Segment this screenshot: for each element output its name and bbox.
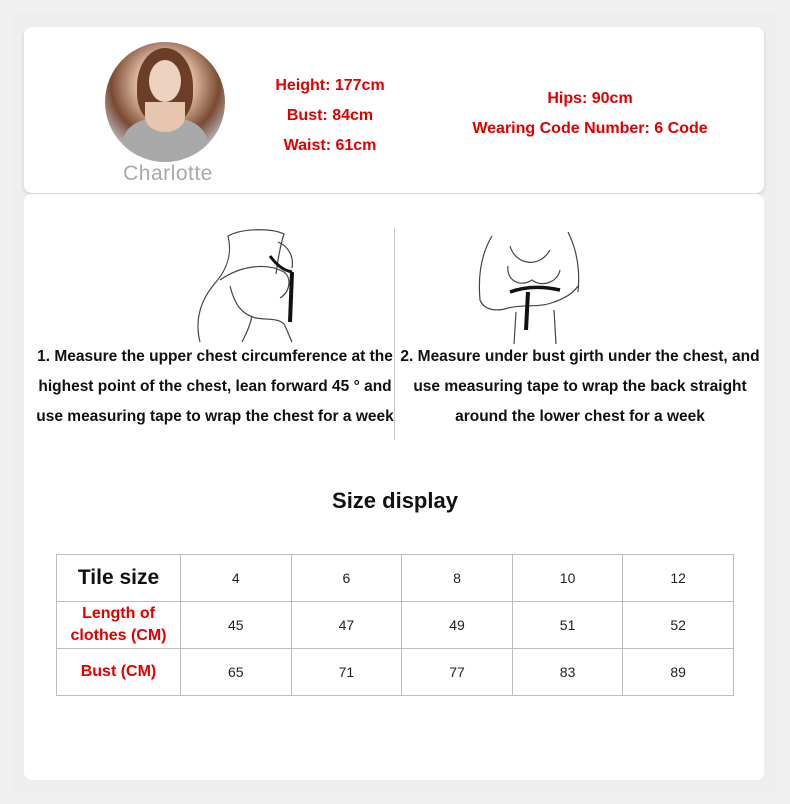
- size-table: [56, 554, 734, 696]
- under-bust-measure-illustration: [470, 226, 590, 346]
- size-cell: 8: [402, 555, 513, 602]
- row-label-length: Length of clothes (CM): [57, 602, 181, 649]
- model-wearing-code: Wearing Code Number: 6 Code: [472, 120, 708, 137]
- table-cell: 49: [402, 602, 513, 649]
- size-cell: 10: [512, 555, 623, 602]
- table-cell: 65: [181, 649, 292, 696]
- model-hips: Hips: 90cm: [547, 90, 633, 107]
- model-height: Height: 177cm: [275, 77, 385, 94]
- table-cell: 52: [623, 602, 734, 649]
- table-cell: 47: [291, 602, 402, 649]
- model-name: Charlotte: [123, 162, 213, 185]
- measure-step-2: 2. Measure under bust girth under the chest, and use measuring tape to wrap the back straight around the lower chest for a week: [400, 348, 760, 425]
- model-bust: Bust: 84cm: [286, 107, 374, 124]
- size-cell: 6: [291, 555, 402, 602]
- table-cell: 45: [181, 602, 292, 649]
- table-cell: 89: [623, 649, 734, 696]
- table-row: [57, 602, 734, 649]
- measure-step-1: 1. Measure the upper chest circumference at the highest point of the chest, lean forward 45 ° and use measuring tape to wrap the chest for a week: [36, 348, 394, 425]
- model-waist: Waist: 61cm: [283, 137, 377, 154]
- size-cell: 12: [623, 555, 734, 602]
- model-measurements-right: [460, 84, 720, 144]
- table-cell: 83: [512, 649, 623, 696]
- table-row: [57, 649, 734, 696]
- size-display-title: Size display: [332, 488, 458, 513]
- tile-size-header: Tile size: [57, 555, 181, 602]
- row-label-bust: Bust (CM): [57, 649, 181, 696]
- table-cell: 77: [402, 649, 513, 696]
- upper-chest-measure-illustration: [180, 222, 310, 344]
- table-header-row: [57, 555, 734, 602]
- model-measurements-left: [270, 71, 390, 161]
- table-cell: 51: [512, 602, 623, 649]
- model-avatar: [105, 42, 225, 162]
- size-cell: 4: [181, 555, 292, 602]
- table-cell: 71: [291, 649, 402, 696]
